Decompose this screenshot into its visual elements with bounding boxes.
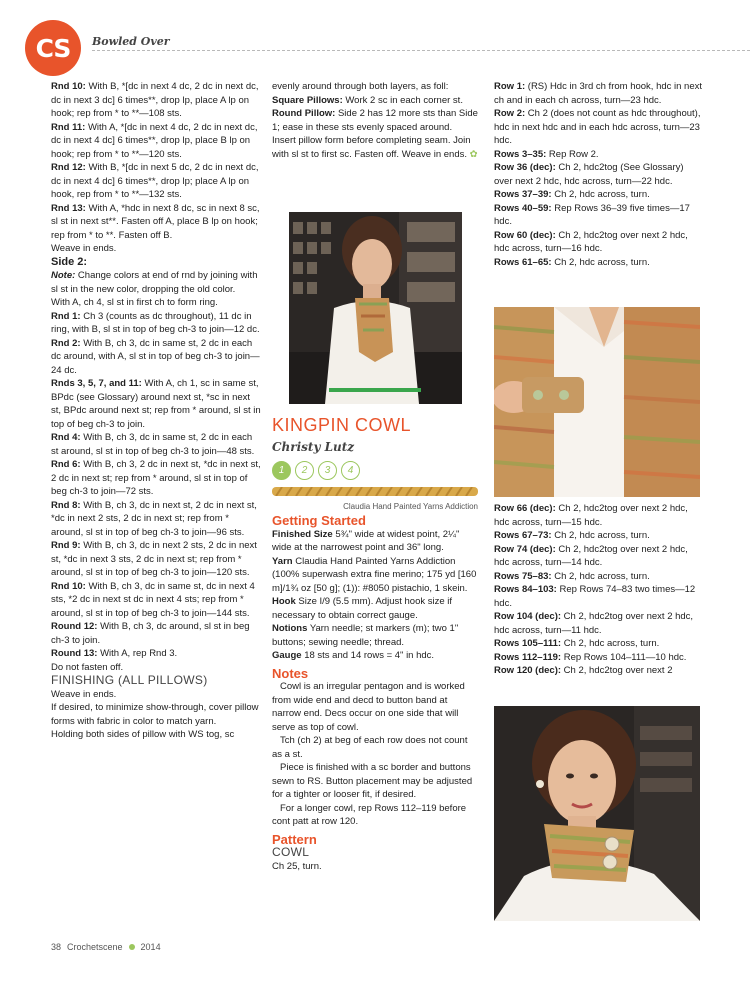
instruction: Rnd 12: With B, *[dc in next 5 dc, 2 dc in next dc, dc in next 4 dc] 6 times**, drop lp; place A lp on hook, rep from * to **—132 sts. [51, 162, 259, 200]
side-2-end: Do not fasten off. [51, 661, 124, 673]
spec-item: Gauge 18 sts and 14 rows = 4" in hdc. [272, 650, 435, 661]
instruction: Rnd 10: With B, *[dc in next 4 dc, 2 dc in next dc, dc in next 3 dc] 6 times**, drop lp, place A lp on hook; rep from * to **—108 sts. [51, 81, 259, 119]
finishing-line: Holding both sides of pillow with WS tog, sc [51, 729, 235, 740]
row-instruction: Rows 67–73: Ch 2, hdc across, turn. [494, 530, 650, 541]
spec-item: Yarn Claudia Hand Painted Yarns Addiction (100% superwash extra fine merino; 175 yd [160 m]/1¾ oz [50 g]; (1)): #8050 pistachio, 1 skein. [272, 555, 477, 594]
column-2-top [272, 80, 478, 161]
row-instruction: Row 36 (dec): Ch 2, hdc2tog (See Glossary) over next 2 hdc, hdc across, turn—22 hdc. [494, 162, 684, 187]
row-instruction: Rows 75–83: Ch 2, hdc across, turn. [494, 570, 650, 582]
row-instruction: Row 66 (dec): Ch 2, hdc2tog over next 2 hdc, hdc across, turn—15 hdc. [494, 503, 688, 528]
spec-item: Finished Size 5¾" wide at widest point, 2¼" wide at the narrowest point and 36" long. [272, 528, 460, 553]
instruction: Round 13: With A, rep Rnd 3. [51, 648, 178, 659]
finishing-continued: evenly around through both layers, as foll: [272, 81, 449, 92]
row-instruction: Row 1: (RS) Hdc in 3rd ch from hook, hdc in next ch and in each ch across, turn—23 hdc. [494, 81, 703, 106]
rounds-side-1 [51, 80, 261, 256]
pattern-title: KINGPIN COWL [272, 415, 412, 435]
bullet-icon [129, 944, 135, 950]
note-paragraph: Cowl is an irregular pentagon and is worked from wide end and decd to button band at narrow end. Decs occur on one side that will serve as top of cowl. [272, 681, 465, 733]
section-title: Bowled Over [92, 35, 170, 48]
column-3-bottom [494, 502, 704, 678]
notes-heading: Notes [272, 665, 309, 681]
row-instruction: Rows 61–65: Ch 2, hdc across, turn. [494, 256, 650, 268]
end-mark-icon: ✿ [469, 148, 478, 160]
pattern-subheading: COWL [272, 845, 310, 859]
magazine-logo: CS [25, 20, 81, 76]
column-1 [51, 80, 261, 742]
designer-name: Christy Lutz [272, 440, 355, 454]
instruction: Rnd 11: With A, *[dc in next 4 dc, 2 dc in next dc, dc in next 4 dc] 6 times**, drop lp, place B lp on hook; rep from * to **—120 sts. [51, 121, 258, 160]
row-instruction: Rows 84–103: Rep Rows 74–83 two times—12 hdc. [494, 584, 696, 609]
header-divider [92, 50, 750, 51]
row-instruction: Rows 3–35: Rep Row 2. [494, 148, 599, 160]
insert-pillow: Insert pillow form before completing seam. Join with sl st to first sc. Fasten off. Weave in ends. ✿ [272, 135, 478, 160]
row-instruction: Row 104 (dec): Ch 2, hdc2tog over next 2 hdc, hdc across, turn—11 hdc. [494, 611, 694, 636]
page-number: 38 [51, 942, 62, 952]
instruction: Rnd 1: Ch 3 (counts as dc throughout), 11 dc in ring, with B, sl st in top of beg ch-3 to join—12 dc. [51, 310, 260, 335]
instruction: Weave in ends. [51, 243, 117, 254]
finishing-line: If desired, to minimize show-through, cover pillow forms with fabric in color to match yarn. [51, 702, 259, 727]
column-3-top [494, 80, 704, 269]
instruction: Rnd 8: With B, ch 3, dc in next st, 2 dc in next st, *dc in next 2 sts, 2 dc in next st; rep from * around, sl st in top of beg ch-3 to join—96 sts. [51, 499, 257, 538]
skill-level-4: 4 [341, 461, 360, 480]
spec-item: Hook Size I/9 (5.5 mm). Adjust hook size if necessary to obtain correct gauge. [272, 596, 453, 621]
page-footer [51, 942, 161, 952]
pattern-start: Ch 25, turn. [272, 860, 322, 872]
finishing-heading: FINISHING (ALL PILLOWS) [51, 673, 208, 687]
side-2-intro: With A, ch 4, sl st in first ch to form ring. [51, 297, 218, 308]
row-instruction: Row 60 (dec): Ch 2, hdc2tog over next 2 hdc, hdc across, turn—16 hdc. [494, 229, 688, 254]
instruction: Rnd 13: With A, *hdc in next 8 dc, sc in next 8 sc, sl st in next st**. Fasten off A, place B lp on hook; rep from * to **. Fasten off B. [51, 202, 260, 241]
model-portrait-photo [494, 706, 700, 921]
side-2-heading: Side 2: [51, 255, 88, 268]
note-paragraph: For a longer cowl, rep Rows 112–119 before cont patt at row 120. [272, 802, 467, 827]
square-pillows: Square Pillows: Work 2 sc in each corner st. [272, 94, 463, 106]
instruction: Rnd 6: With B, ch 3, 2 dc in next st, *dc in next st, 2 dc in next st; rep from * around, sl st in top of beg ch-3 to join—72 sts. [51, 459, 261, 497]
yarn-swatch [272, 487, 478, 496]
cowl-detail-photo [494, 307, 700, 497]
row-instruction: Rows 40–59: Rep Rows 36–39 five times—17 hdc. [494, 202, 690, 227]
magazine-name: Crochetscene [67, 942, 123, 952]
note-paragraph: Piece is finished with a sc border and buttons sewn to RS. Button placement may be adjusted for a tighter or looser fit, if desired. [272, 762, 473, 800]
note-paragraph: Tch (ch 2) at beg of each row does not count as a st. [272, 735, 468, 760]
instruction: Round 12: With B, ch 3, dc around, sl st in beg ch-3 to join. [51, 621, 250, 646]
model-photo [289, 212, 462, 404]
instruction: Rnd 10: With B, ch 3, dc in same st, dc in next 4 sts, *2 dc in next st dc in next 4 sts; rep from * around, sl st in top of beg ch-3 to join—144 sts. [51, 580, 255, 619]
instruction: Rnd 4: With B, ch 3, dc in same st, 2 dc in each st around, sl st in top of beg ch-3 to join—48 sts. [51, 432, 255, 457]
row-instruction: Row 2: Ch 2 (does not count as hdc throughout), hdc in next hdc and in each hdc across, turn—23 hdc. [494, 108, 701, 146]
issue-year: 2014 [140, 942, 161, 952]
row-instruction: Rows 112–119: Rep Rows 104–111—10 hdc. [494, 651, 687, 663]
row-instruction: Row 120 (dec): Ch 2, hdc2tog over next 2 [494, 665, 673, 676]
yarn-caption: Claudia Hand Painted Yarns Addiction [343, 502, 478, 511]
round-pillow: Round Pillow: Side 2 has 12 more sts than Side 1; ease in these sts evenly spaced around. [272, 108, 478, 133]
row-instruction: Row 74 (dec): Ch 2, hdc2tog over next 2 hdc, hdc across, turn—14 hdc. [494, 543, 688, 568]
skill-level-2: 2 [295, 461, 314, 480]
column-2-bottom [272, 514, 478, 873]
instruction: Rnd 9: With B, ch 3, dc in next 2 sts, 2 dc in next st, *dc in next 3 sts, 2 dc in next st; rep from * around, sl st in top of beg ch-3 to join—120 sts. [51, 540, 257, 578]
instruction: Rnds 3, 5, 7, and 11: With A, ch 1, sc in same st, BPdc (see Glossary) around next st, *sc in next st, BPdc around next st; rep from * around, sl st in top of beg ch-3 to join. [51, 378, 261, 430]
skill-levels [272, 461, 360, 480]
spec-item: Notions Yarn needle; st markers (m); two 1" buttons; sewing needle; thread. [272, 623, 459, 648]
side-2-note: Note: Change colors at end of rnd by joining with sl st in the new color, dropping the old color. [51, 270, 258, 295]
finishing-line: Weave in ends. [51, 688, 117, 700]
skill-level-1: 1 [272, 461, 291, 480]
instruction: Rnd 2: With B, ch 3, dc in same st, 2 dc in each dc around, with A, sl st in top of beg ch-3 to join—24 dc. [51, 337, 260, 376]
row-instruction: Rows 37–39: Ch 2, hdc across, turn. [494, 189, 650, 200]
rounds-side-2 [51, 310, 261, 661]
row-instruction: Rows 105–111: Ch 2, hdc across, turn. [494, 638, 660, 649]
skill-level-3: 3 [318, 461, 337, 480]
pattern-heading: Pattern [272, 831, 317, 847]
getting-started-heading: Getting Started [272, 513, 366, 528]
